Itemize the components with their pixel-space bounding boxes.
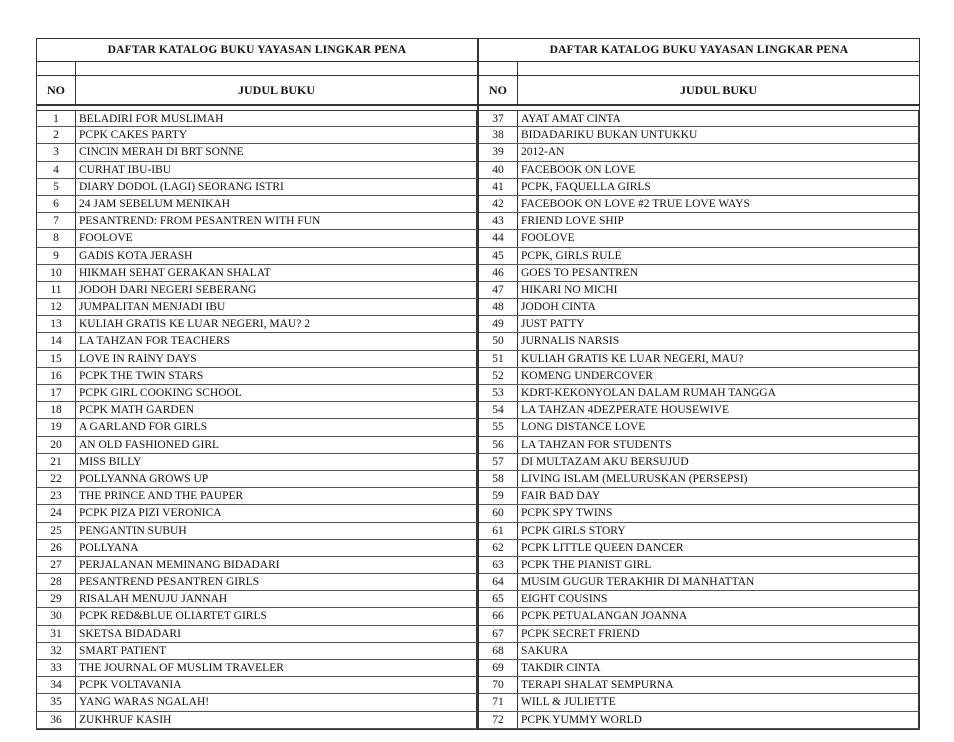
left-header-row [36,76,477,106]
book-title: GOES TO PESANTREN [518,265,919,281]
row-number: 51 [479,351,518,367]
book-title: PCPK, GIRLS RULE [518,248,919,264]
row-number: 9 [37,248,76,264]
book-title: AN OLD FASHIONED GIRL [76,437,477,453]
book-title: AYAT AMAT CINTA [518,111,919,126]
book-title: PCPK VOLTAVANIA [76,677,477,693]
table-row [479,127,920,144]
row-number: 28 [37,574,76,590]
book-title: TERAPI SHALAT SEMPURNA [518,677,919,693]
table-row [36,162,477,179]
row-number: 36 [37,712,76,728]
row-number: 22 [37,471,76,487]
table-row [479,299,920,316]
book-title: PERJALANAN MEMINANG BIDADARI [76,557,477,573]
book-title: KDRT-KEKONYOLAN DALAM RUMAH TANGGA [518,385,919,401]
row-number: 6 [37,196,76,212]
table-row [479,557,920,574]
table-row [36,660,477,677]
book-title: PCPK RED&BLUE OLIARTET GIRLS [76,608,477,624]
book-title: RISALAH MENUJU JANNAH [76,591,477,607]
book-title: LA TAHZAN FOR TEACHERS [76,333,477,349]
book-title: PCPK MATH GARDEN [76,402,477,418]
book-title: MISS BILLY [76,454,477,470]
row-number: 58 [479,471,518,487]
book-title: GADIS KOTA JERASH [76,248,477,264]
book-title: PCPK PETUALANGAN JOANNA [518,608,919,624]
table-row [479,677,920,694]
table-row [36,523,477,540]
row-number: 8 [37,230,76,246]
row-number: 45 [479,248,518,264]
row-number: 3 [37,144,76,160]
row-number: 62 [479,540,518,556]
book-title: SMART PATIENT [76,643,477,659]
right-header-row [479,76,920,106]
table-row [479,660,920,677]
catalog-sheet [36,38,920,730]
book-title: JUST PATTY [518,316,919,332]
book-title: BELADIRI FOR MUSLIMAH [76,111,477,126]
row-number: 31 [37,626,76,642]
row-number: 65 [479,591,518,607]
left-header-no: NO [37,76,76,104]
table-row [479,505,920,522]
book-title: HIKMAH SEHAT GERAKAN SHALAT [76,265,477,281]
row-number: 66 [479,608,518,624]
book-title: PCPK SECRET FRIEND [518,626,919,642]
table-row [36,591,477,608]
table-row [479,471,920,488]
row-number: 21 [37,454,76,470]
row-number: 72 [479,712,518,728]
table-row [36,282,477,299]
row-number: 24 [37,505,76,521]
row-number: 55 [479,419,518,435]
row-number: 70 [479,677,518,693]
table-row [36,316,477,333]
book-title: FOOLOVE [518,230,919,246]
book-title: HIKARI NO MICHI [518,282,919,298]
table-row [479,385,920,402]
table-row [36,213,477,230]
book-title: CURHAT IBU-IBU [76,162,477,178]
table-row [36,419,477,436]
book-title: PCPK CAKES PARTY [76,127,477,143]
table-row [479,230,920,247]
book-title: PCPK THE PIANIST GIRL [518,557,919,573]
book-title: PCPK GIRLS STORY [518,523,919,539]
row-number: 5 [37,179,76,195]
right-table [479,38,920,730]
table-row [36,694,477,711]
row-number: 52 [479,368,518,384]
book-title: TAKDIR CINTA [518,660,919,676]
table-row [36,230,477,247]
row-number: 63 [479,557,518,573]
book-title: JURNALIS NARSIS [518,333,919,349]
book-title: JODOH CINTA [518,299,919,315]
book-title: A GARLAND FOR GIRLS [76,419,477,435]
book-title: PCPK, FAQUELLA GIRLS [518,179,919,195]
table-row [479,591,920,608]
book-title: LA TAHZAN 4DEZPERATE HOUSEWIVE [518,402,919,418]
row-number: 42 [479,196,518,212]
book-title: LONG DISTANCE LOVE [518,419,919,435]
table-row [479,248,920,265]
table-row [36,265,477,282]
row-number: 59 [479,488,518,504]
table-row [36,127,477,144]
table-row [479,523,920,540]
left-header-judul: JUDUL BUKU [237,82,315,97]
row-number: 30 [37,608,76,624]
row-number: 53 [479,385,518,401]
book-title: BIDADARIKU BUKAN UNTUKKU [518,127,919,143]
table-row [36,677,477,694]
row-number: 67 [479,626,518,642]
book-title: JUMPALITAN MENJADI IBU [76,299,477,315]
table-row [36,608,477,625]
book-title: PESANTREND PESANTREN GIRLS [76,574,477,590]
table-row [36,110,477,127]
book-title: JODOH DARI NEGERI SEBERANG [76,282,477,298]
book-title: FAIR BAD DAY [518,488,919,504]
table-row [479,712,920,729]
row-number: 56 [479,437,518,453]
row-number: 64 [479,574,518,590]
table-row [479,316,920,333]
book-title: PCPK LITTLE QUEEN DANCER [518,540,919,556]
book-title: 24 JAM SEBELUM MENIKAH [76,196,477,212]
row-number: 23 [37,488,76,504]
row-number: 37 [479,111,518,126]
book-title: MUSIM GUGUR TERAKHIR DI MANHATTAN [518,574,919,590]
table-row [36,179,477,196]
row-number: 54 [479,402,518,418]
right-table-title: DAFTAR KATALOG BUKU YAYASAN LINGKAR PENA [479,38,920,62]
row-number: 43 [479,213,518,229]
book-title: SKETSA BIDADARI [76,626,477,642]
table-row [479,626,920,643]
table-row [36,557,477,574]
table-row [479,213,920,230]
table-row [479,574,920,591]
book-title: THE JOURNAL OF MUSLIM TRAVELER [76,660,477,676]
left-table [36,38,479,730]
table-row [479,488,920,505]
book-title: DIARY DODOL (LAGI) SEORANG ISTRI [76,179,477,195]
table-row [36,333,477,350]
table-row [36,385,477,402]
book-title: FRIEND LOVE SHIP [518,213,919,229]
table-row [36,144,477,161]
book-title: FOOLOVE [76,230,477,246]
row-number: 38 [479,127,518,143]
table-row [36,454,477,471]
table-row [36,248,477,265]
row-number: 41 [479,179,518,195]
row-number: 32 [37,643,76,659]
left-rows [36,110,477,730]
row-number: 68 [479,643,518,659]
row-number: 47 [479,282,518,298]
book-title: LOVE IN RAINY DAYS [76,351,477,367]
row-number: 19 [37,419,76,435]
table-row [36,712,477,729]
right-header-no: NO [479,76,518,104]
row-number: 61 [479,523,518,539]
table-row [479,144,920,161]
row-number: 34 [37,677,76,693]
row-number: 50 [479,333,518,349]
row-number: 13 [37,316,76,332]
table-row [36,488,477,505]
table-row [479,282,920,299]
row-number: 20 [37,437,76,453]
book-title: YANG WARAS NGALAH! [76,694,477,710]
book-title: PCPK YUMMY WORLD [518,712,919,728]
row-number: 71 [479,694,518,710]
table-row [479,196,920,213]
book-title: PCPK PIZA PIZI VERONICA [76,505,477,521]
book-title: POLLYANA [76,540,477,556]
row-number: 40 [479,162,518,178]
book-title: 2012-AN [518,144,919,160]
book-title: WILL & JULIETTE [518,694,919,710]
book-title: KULIAH GRATIS KE LUAR NEGERI, MAU? 2 [76,316,477,332]
table-row [479,694,920,711]
book-title: KOMENG UNDERCOVER [518,368,919,384]
book-title: KULIAH GRATIS KE LUAR NEGERI, MAU? [518,351,919,367]
row-number: 26 [37,540,76,556]
table-row [479,419,920,436]
row-number: 1 [37,111,76,126]
table-row [36,437,477,454]
row-number: 18 [37,402,76,418]
row-number: 48 [479,299,518,315]
table-row [36,368,477,385]
table-row [36,626,477,643]
book-title: FACEBOOK ON LOVE #2 TRUE LOVE WAYS [518,196,919,212]
book-title: SAKURA [518,643,919,659]
right-header-judul: JUDUL BUKU [679,82,757,97]
table-row [479,265,920,282]
row-number: 69 [479,660,518,676]
book-title: PCPK THE TWIN STARS [76,368,477,384]
row-number: 15 [37,351,76,367]
table-row [479,402,920,419]
table-row [479,110,920,127]
book-title: EIGHT COUSINS [518,591,919,607]
row-number: 11 [37,282,76,298]
row-number: 16 [37,368,76,384]
book-title: ZUKHRUF KASIH [76,712,477,728]
row-number: 17 [37,385,76,401]
book-title: FACEBOOK ON LOVE [518,162,919,178]
book-title: PESANTREND: FROM PESANTREN WITH FUN [76,213,477,229]
book-title: DI MULTAZAM AKU BERSUJUD [518,454,919,470]
row-number: 25 [37,523,76,539]
table-row [479,368,920,385]
row-number: 27 [37,557,76,573]
row-number: 44 [479,230,518,246]
table-row [479,540,920,557]
row-number: 2 [37,127,76,143]
table-row [36,540,477,557]
row-number: 49 [479,316,518,332]
table-row [36,402,477,419]
table-row [479,333,920,350]
right-rows [479,110,920,730]
book-title: PENGANTIN SUBUH [76,523,477,539]
book-title: CINCIN MERAH DI BRT SONNE [76,144,477,160]
row-number: 33 [37,660,76,676]
row-number: 60 [479,505,518,521]
book-title: PCPK GIRL COOKING SCHOOL [76,385,477,401]
book-title: THE PRINCE AND THE PAUPER [76,488,477,504]
table-row [479,162,920,179]
table-row [36,299,477,316]
table-row [479,643,920,660]
table-row [479,351,920,368]
table-row [36,505,477,522]
row-number: 57 [479,454,518,470]
row-number: 4 [37,162,76,178]
row-number: 35 [37,694,76,710]
row-number: 10 [37,265,76,281]
row-number: 39 [479,144,518,160]
book-title: LIVING ISLAM (MELURUSKAN (PERSEPSI) [518,471,919,487]
book-title: LA TAHZAN FOR STUDENTS [518,437,919,453]
table-row [36,643,477,660]
row-number: 46 [479,265,518,281]
table-row [36,196,477,213]
book-title: PCPK SPY TWINS [518,505,919,521]
table-row [479,179,920,196]
table-row [479,454,920,471]
table-row [479,608,920,625]
row-number: 12 [37,299,76,315]
row-number: 14 [37,333,76,349]
row-number: 29 [37,591,76,607]
table-row [36,574,477,591]
table-row [479,437,920,454]
left-table-title: DAFTAR KATALOG BUKU YAYASAN LINGKAR PENA [36,38,477,62]
table-row [36,471,477,488]
book-title: POLLYANNA GROWS UP [76,471,477,487]
table-row [36,351,477,368]
row-number: 7 [37,213,76,229]
